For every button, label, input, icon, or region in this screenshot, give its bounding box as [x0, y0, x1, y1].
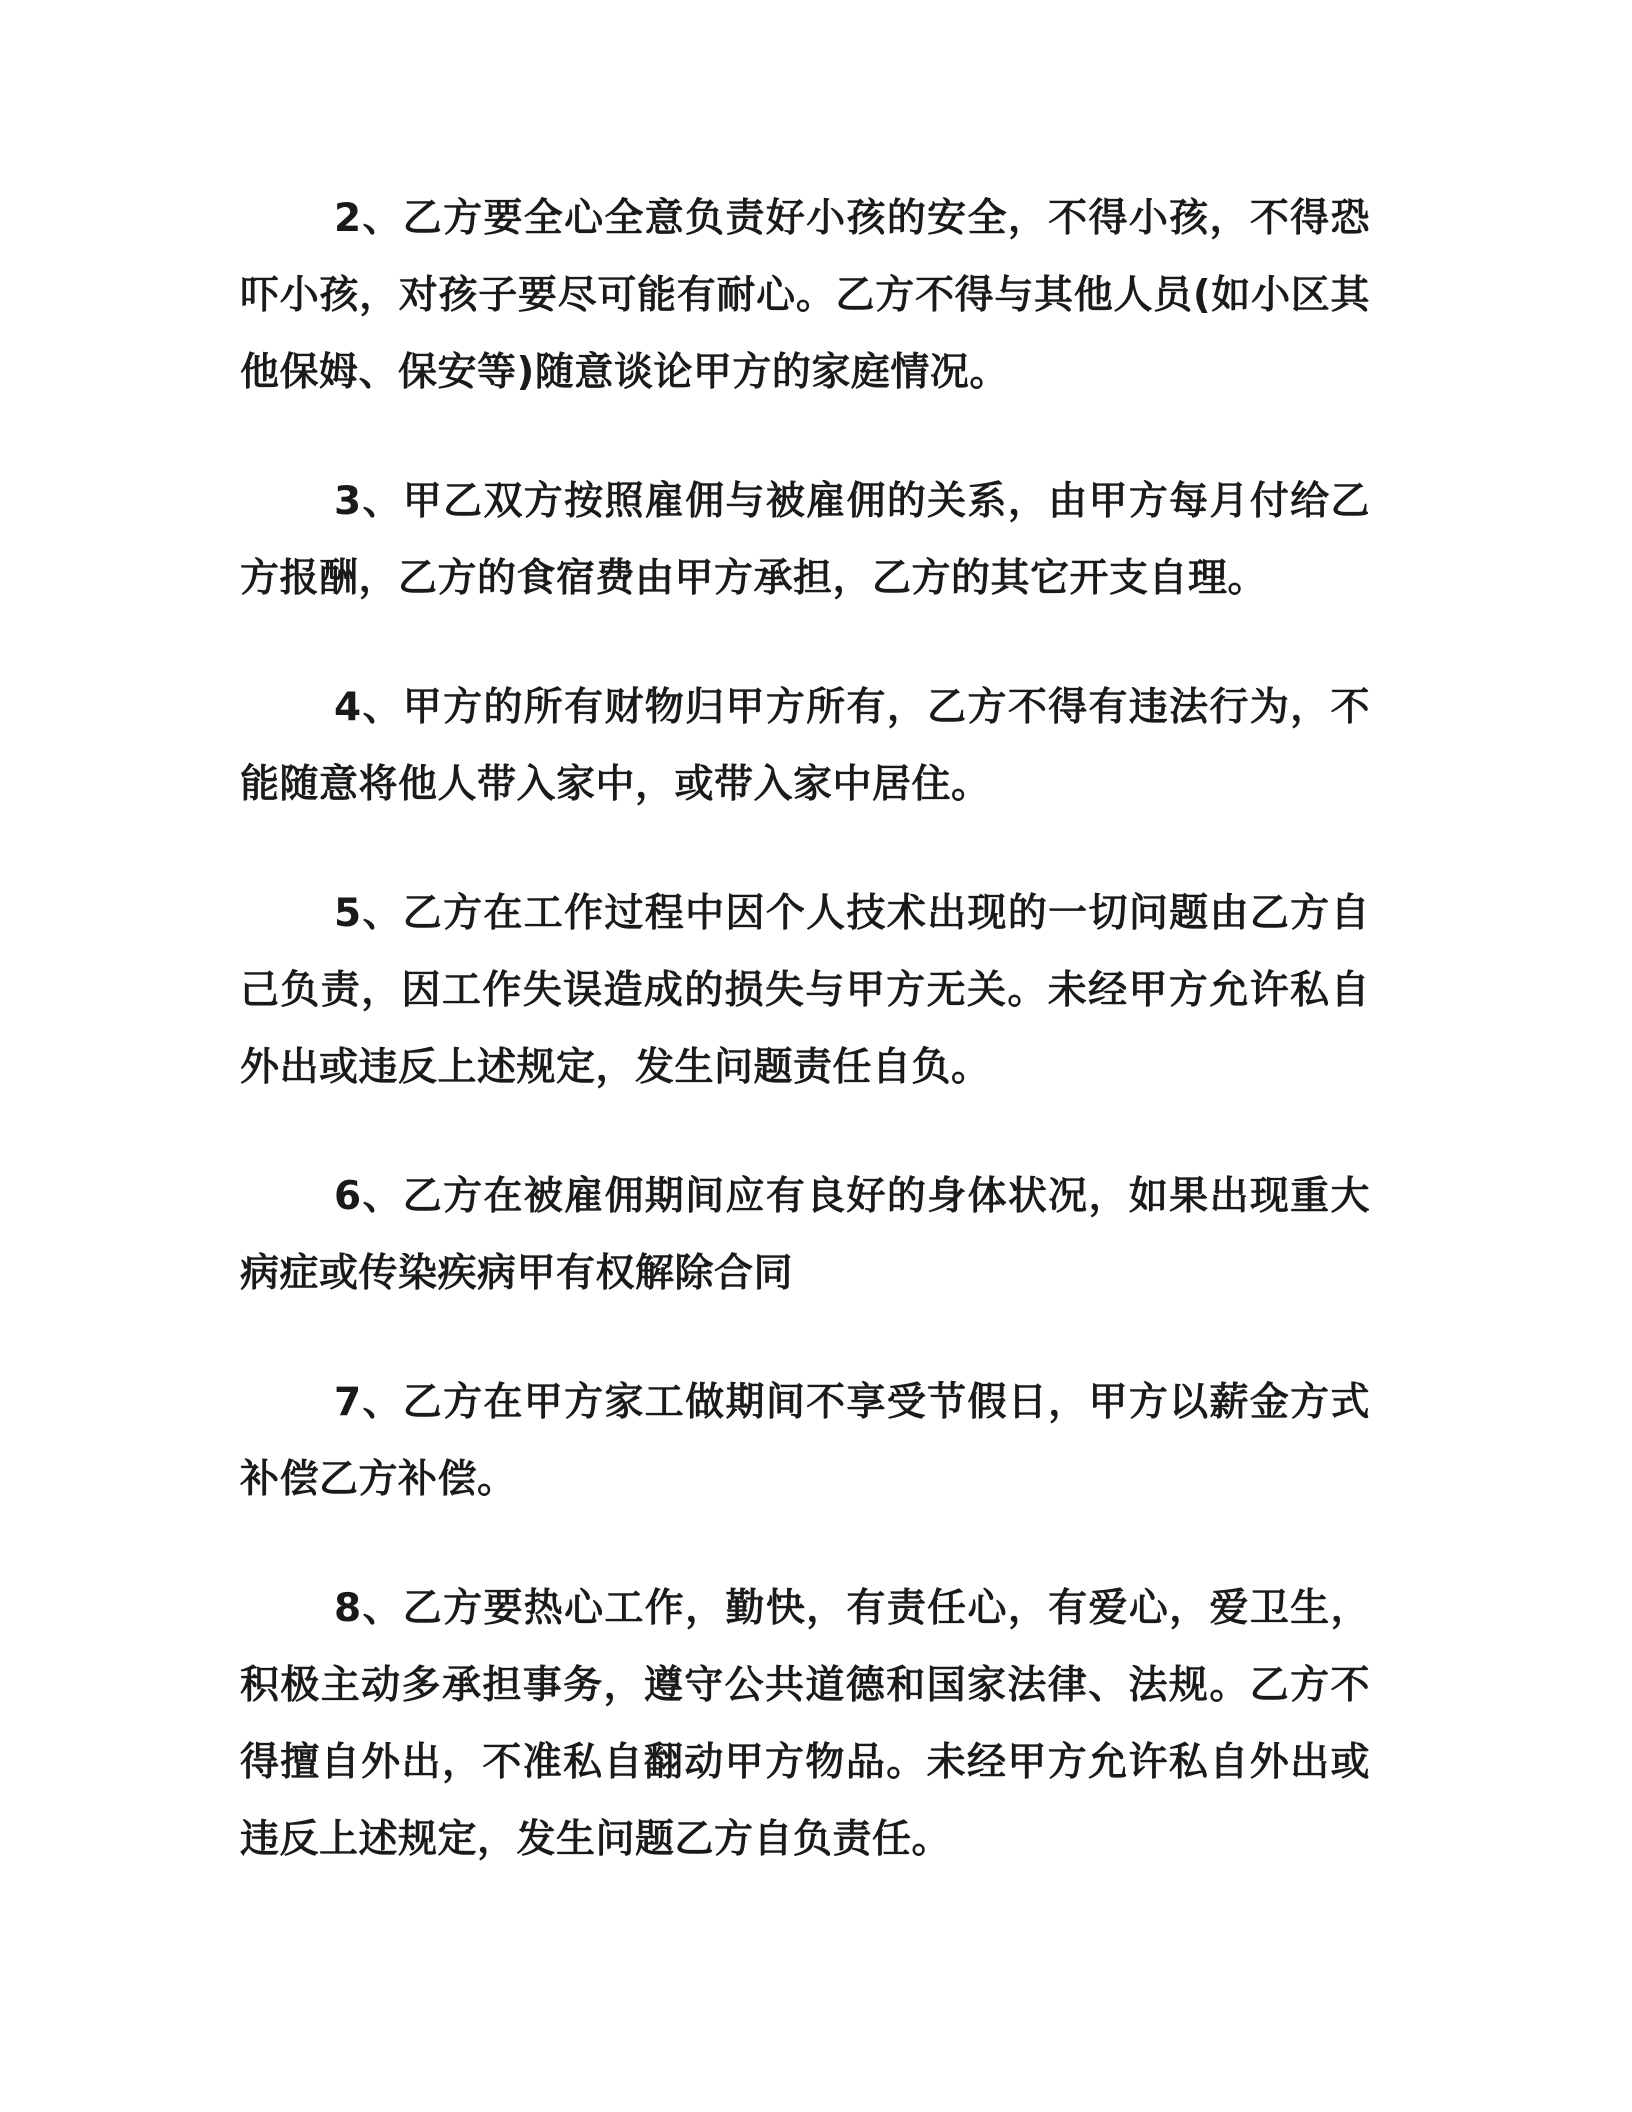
- clause-2: 2、乙方要全心全意负责好小孩的安全，不得小孩，不得恐吓小孩，对孩子要尽可能有耐心。乙方不得与其他人员(如小区其他保姆、保安等)随意谈论甲方的家庭情况。: [240, 196, 1370, 395]
- clause-8: 8、乙方要热心工作，勤快，有责任心，有爱心，爱卫生，积极主动多承担事务，遵守公共道德和国家法律、法规。乙方不得擅自外出，不准私自翻动甲方物品。未经甲方允许私自外出或违反上述规定，发生问题乙方自负责任。: [240, 1586, 1370, 1862]
- document-body: [240, 180, 1370, 1930]
- clause-7: 7、乙方在甲方家工做期间不享受节假日，甲方以薪金方式补偿乙方补偿。: [240, 1380, 1370, 1502]
- clause-6: 6、乙方在被雇佣期间应有良好的身体状况，如果出现重大病症或传染疾病甲有权解除合同: [240, 1174, 1370, 1296]
- clause-3: 3、甲乙双方按照雇佣与被雇佣的关系，由甲方每月付给乙方报酬，乙方的食宿费由甲方承担，乙方的其它开支自理。: [240, 479, 1370, 601]
- clause-5: 5、乙方在工作过程中因个人技术出现的一切问题由乙方自己负责，因工作失误造成的损失与甲方无关。未经甲方允许私自外出或违反上述规定，发生问题责任自负。: [240, 891, 1370, 1090]
- clause-4: 4、甲方的所有财物归甲方所有，乙方不得有违法行为，不能随意将他人带入家中，或带入家中居住。: [240, 685, 1370, 807]
